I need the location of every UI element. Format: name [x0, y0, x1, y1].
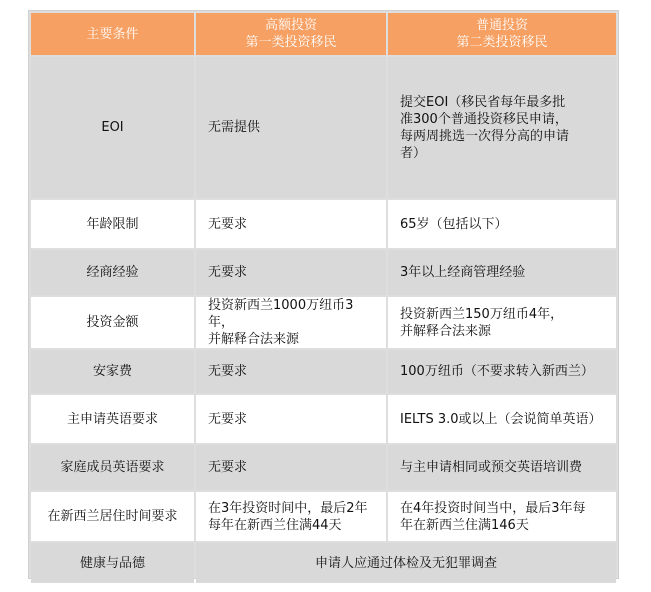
row-business-experience: [31, 250, 616, 295]
cell-normal: 65岁（包括以下）: [388, 200, 616, 248]
header-row: [31, 13, 616, 55]
investment-immigration-comparison-table: [29, 11, 618, 585]
header-high-investment: [196, 13, 386, 55]
row-age-limit: [31, 200, 616, 248]
row-label: 安家费: [31, 350, 194, 393]
cell-normal: 提交EOI（移民省每年最多批 准300个普通投资移民申请， 每两周挑选一次得分高的申请 者）: [388, 57, 616, 198]
cell-normal: 3年以上经商管理经验: [388, 250, 616, 295]
cell-combined: 申请人应通过体检及无犯罪调查: [196, 543, 616, 583]
cell-high: 无要求: [196, 250, 386, 295]
cell-high: 无需提供: [196, 57, 386, 198]
header-condition: 主要条件: [31, 13, 194, 55]
header-normal-title: 普通投资: [475, 18, 528, 33]
cell-high: 在3年投资时间中，最后2年 每年在新西兰住满44天: [196, 492, 386, 541]
header-normal-investment: [388, 13, 616, 55]
cell-normal: 在4年投资时间当中，最后3年每 年在新西兰住满146天: [388, 492, 616, 541]
header-normal-subtitle: 第二类投资移民: [456, 35, 548, 50]
row-label: 年龄限制: [31, 200, 194, 248]
cell-normal: IELTS 3.0或以上（会说简单英语）: [388, 395, 616, 443]
cell-normal: 100万纽币（不要求转入新西兰）: [388, 350, 616, 393]
row-main-applicant-english: [31, 395, 616, 443]
cell-normal: 与主申请相同或预交英语培训费: [388, 445, 616, 490]
cell-high: 无要求: [196, 200, 386, 248]
row-eoi: [31, 57, 616, 198]
header-high-title: 高额投资: [264, 18, 317, 33]
header-high-subtitle: 第一类投资移民: [245, 35, 337, 50]
row-label: 主申请英语要求: [31, 395, 194, 443]
row-label: 投资金额: [31, 297, 194, 348]
cell-high: 无要求: [196, 395, 386, 443]
cell-high: 投资新西兰1000万纽币3年， 并解释合法来源: [196, 297, 386, 348]
row-family-english: [31, 445, 616, 490]
row-label: 在新西兰居住时间要求: [31, 492, 194, 541]
row-label: 健康与品德: [31, 543, 194, 583]
row-label: EOI: [31, 57, 194, 198]
cell-normal: 投资新西兰150万纽币4年， 并解释合法来源: [388, 297, 616, 348]
row-label: 家庭成员英语要求: [31, 445, 194, 490]
row-investment-amount: [31, 297, 616, 348]
row-settlement-fund: [31, 350, 616, 393]
comparison-table-frame: [28, 10, 619, 579]
cell-high: 无要求: [196, 350, 386, 393]
cell-high: 无要求: [196, 445, 386, 490]
row-health-character: [31, 543, 616, 583]
row-residence-requirement: [31, 492, 616, 541]
row-label: 经商经验: [31, 250, 194, 295]
